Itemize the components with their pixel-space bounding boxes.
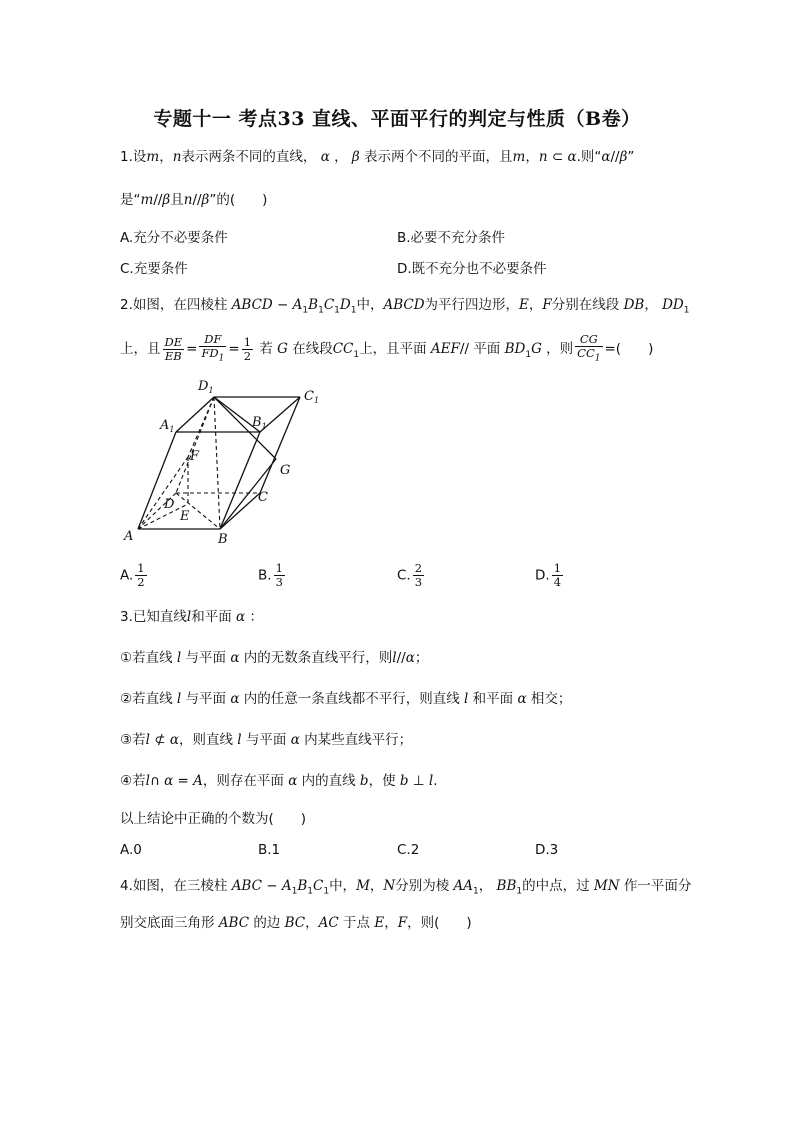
label-g: G xyxy=(280,463,291,478)
q2-option-b[interactable]: B. $\frac{1}{3}$ xyxy=(258,561,283,589)
q1-option-a[interactable]: A.充分不必要条件 xyxy=(120,230,228,246)
label-d: D xyxy=(164,497,175,512)
label-b: B xyxy=(218,532,228,547)
label-c: C xyxy=(258,490,268,505)
q3-statement-1: ①若直线 l 与平面 α 内的无数条直线平行，则l//α； xyxy=(120,650,429,666)
prism-figure xyxy=(118,372,333,550)
fraction-one-half: $\frac{1}{2}$ xyxy=(243,334,252,363)
fraction-cg-cc1: $\frac{CG}{CC_1}$ xyxy=(577,332,601,364)
q4-line1: 4.如图，在三棱柱 ABC − $A_1B_1C_1$中，M，N分别为棱 $AA_1$， $BB_1$的中点，过 MN 作一平面分 xyxy=(120,878,692,897)
q2-line2: 上，且 $\frac{DE}{EB}$ = $\frac{DF}{FD_1}$ = $\frac{1}{2}$ 若 G 在线段$CC_1$上，且平面 AEF// 平面 $BD_1G$ ，则 $\frac{CG}{CC_1}$ =( ) xyxy=(120,332,654,364)
q3-option-c[interactable]: C.2 xyxy=(397,842,420,858)
q3-statement-4: ④若l∩ α = A，则存在平面 α 内的直线 b，使 b ⊥ l. xyxy=(120,773,438,789)
q2-option-d[interactable]: D. $\frac{1}{4}$ xyxy=(535,561,562,589)
label-b1: $B_1$ xyxy=(252,415,267,431)
fraction-de-eb: $\frac{DE}{EB}$ xyxy=(164,334,183,363)
q3-line1: 3.已知直线l和平面 α ： xyxy=(120,609,263,625)
q2-line1: 2.如图，在四棱柱 ABCD − $A_1B_1C_1D_1$中，ABCD为平行四边形，E，F分别在线段 DB， $DD_1$ xyxy=(120,297,690,316)
q3-option-a[interactable]: A.0 xyxy=(120,842,142,858)
label-f: F xyxy=(190,449,200,464)
page-title: 专题十一 考点33 直线、平面平行的判定与性质（B卷） xyxy=(153,108,641,130)
fraction-df-fd1: $\frac{DF}{FD_1}$ xyxy=(201,332,225,364)
q1-option-b[interactable]: B.必要不充分条件 xyxy=(397,230,506,246)
label-a1: $A_1$ xyxy=(160,418,175,434)
q1-option-c[interactable]: C.充要条件 xyxy=(120,261,188,277)
q4-line2: 别交底面三角形 ABC 的边 BC，AC 于点 E，F，则( ) xyxy=(120,915,472,931)
q2-option-a[interactable]: A. $\frac{1}{2}$ xyxy=(120,561,145,589)
q3-statement-3: ③若l ⊄ α，则直线 l 与平面 α 内某些直线平行； xyxy=(120,732,413,748)
q1-option-d[interactable]: D.既不充分也不必要条件 xyxy=(397,261,547,277)
label-d1: $D_1$ xyxy=(198,379,214,395)
q3-option-d[interactable]: D.3 xyxy=(535,842,559,858)
q3-conclusion: 以上结论中正确的个数为( ) xyxy=(120,811,307,827)
q3-statement-2: ②若直线 l 与平面 α 内的任意一条直线都不平行，则直线 l 和平面 α 相交； xyxy=(120,691,572,707)
label-e: E xyxy=(180,509,190,524)
q1-line2: 是“m//β且n//β”的( ) xyxy=(120,192,268,208)
q1-line1: 1.设m，n表示两条不同的直线， α ， β 表示两个不同的平面，且m，n ⊂ α.则“α//β” xyxy=(120,149,635,165)
label-c1: $C_1$ xyxy=(304,389,320,405)
label-a: A xyxy=(124,529,134,544)
q3-option-b[interactable]: B.1 xyxy=(258,842,281,858)
q2-option-c[interactable]: C. $\frac{2}{3}$ xyxy=(397,561,423,589)
